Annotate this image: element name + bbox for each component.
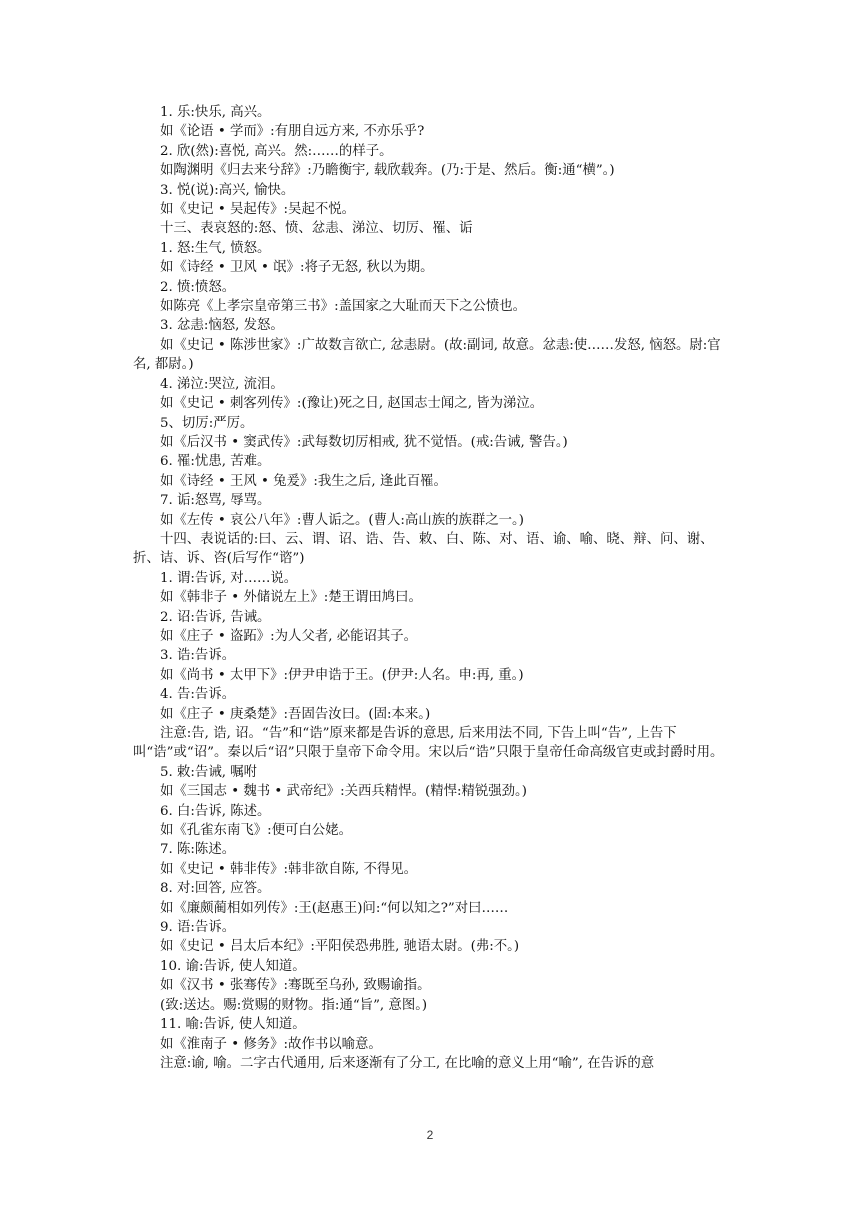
paragraph: 9. 语:告诉。 (160, 920, 236, 936)
paragraph: 1. 怒:生气, 愤怒。 (160, 240, 271, 256)
paragraph: 如陶渊明《归去来兮辞》:乃瞻衡宇, 载欣载奔。(乃:于是、然后。衡:通“横”。) (160, 163, 615, 179)
paragraph: 如《史记 • 吕太后本纪》:平阳侯恐弗胜, 驰语太尉。(弗:不。) (160, 939, 520, 955)
paragraph: 如《三国志 • 魏书 • 武帝纪》:关西兵精悍。(精悍:精锐强劲。) (160, 784, 527, 800)
paragraph: 3. 诰:告诉。 (160, 648, 236, 664)
paragraph: 注意:谕, 喻。二字古代通用, 后来逐渐有了分工, 在比喻的意义上用“喻”, 在告诉的意 (160, 1055, 655, 1071)
paragraph: 1. 谓:告诉, 对……说。 (160, 570, 298, 586)
paragraph: 如《史记 • 韩非传》:韩非欲自陈, 不得见。 (160, 861, 418, 877)
paragraph: 1. 乐:快乐, 高兴。 (160, 105, 271, 120)
paragraph: 十三、表哀怒的:怒、愤、忿恚、涕泣、切厉、罹、诟 (160, 221, 473, 237)
paragraph: 3. 悦(说):高兴, 愉快。 (160, 182, 295, 198)
paragraph: 8. 对:回答, 应答。 (160, 881, 271, 897)
paragraph: 10. 谕:告诉, 使人知道。 (160, 958, 306, 974)
page-number: 2 (426, 1128, 434, 1142)
paragraph: 4. 涕泣:哭泣, 流泪。 (160, 376, 284, 392)
paragraph: 4. 告:告诉。 (160, 687, 236, 703)
paragraph: 2. 诏:告诉, 告诫。 (160, 609, 271, 625)
paragraph: 7. 诟:怒骂, 辱骂。 (160, 493, 271, 509)
paragraph: 如《左传 • 哀公八年》:曹人诟之。(曹人:高山族的族群之一。) (160, 512, 524, 528)
paragraph: (致:送达。赐:赏赐的财物。指:通“旨”, 意图。) (160, 997, 428, 1013)
body-text (133, 103, 733, 1073)
paragraph: 如陈亮《上孝宗皇帝第三书》:盖国家之大耻而天下之公愤也。 (160, 299, 527, 315)
paragraph: 7. 陈:陈述。 (160, 842, 236, 858)
paragraph: 如《诗经 • 王风 • 兔爰》:我生之后, 逢此百罹。 (160, 473, 447, 489)
paragraph: 5. 敕:告诫, 嘱咐 (160, 764, 258, 780)
paragraph: 如《尚书 • 太甲下》:伊尹申诰于王。(伊尹:人名。申:再, 重。) (160, 667, 524, 683)
paragraph: 11. 喻:告诉, 使人知道。 (160, 1017, 306, 1033)
paragraph: 3. 忿恚:恼怒, 发怒。 (160, 318, 284, 334)
paragraph: 如《庄子 • 庚桑楚》:吾固告汝曰。(固:本来。) (160, 706, 431, 722)
paragraph: 如《诗经 • 卫风 • 氓》:将子无怒, 秋以为期。 (160, 260, 434, 276)
paragraph: 2. 欣(然):喜悦, 高兴。然:……的样子。 (160, 143, 393, 159)
paragraph: 十四、表说话的:曰、云、谓、诏、诰、告、敕、白、陈、对、语、谕、喻、晓、辩、问、谢、折、诘、诉、咨(后写作“谘”) (133, 531, 714, 567)
paragraph: 如《汉书 • 张骞传》:骞既至乌孙, 致赐谕指。 (160, 978, 431, 994)
paragraph: 如《史记 • 陈涉世家》:广故数言欲亡, 忿恚尉。(故:副词, 故意。忿恚:使……发怒, 恼怒。尉:官名, 都尉。) (133, 337, 721, 373)
paragraph: 如《廉颇蔺相如列传》:王(赵惠王)问:“何以知之?”对曰…… (160, 900, 509, 916)
paragraph: 如《史记 • 刺客列传》:(豫让)死之日, 赵国志士闻之, 皆为涕泣。 (160, 396, 544, 412)
paragraph: 6. 白:告诉, 陈述。 (160, 803, 271, 819)
paragraph: 如《后汉书 • 窦武传》:武每数切厉相戒, 犹不觉悟。(戒:告诫, 警告。) (160, 434, 568, 450)
paragraph: 注意:告, 诰, 诏。“告”和“诰”原来都是告诉的意思, 后来用法不同, 下告上叫“告”, 上告下叫“诰”或“诏”。秦以后“诏”只限于皇帝下命令用。宋以后“诰”只限于皇帝任命高级官吏或封爵时用。 (133, 726, 724, 761)
paragraph: 如《韩非子 • 外储说左上》:楚王谓田鸠曰。 (160, 590, 422, 606)
paragraph: 如《庄子 • 盗跖》:为人父者, 必能诏其子。 (160, 628, 418, 644)
paragraph: 如《孔雀东南飞》:便可白公姥。 (160, 823, 352, 839)
paragraph: 6. 罹:忧患, 苦难。 (160, 454, 271, 470)
paragraph: 如《论语 • 学而》:有朋自远方来, 不亦乐乎? (160, 124, 425, 140)
paragraph: 2. 愤:愤怒。 (160, 279, 236, 295)
paragraph: 如《史记 • 吴起传》:吴起不悦。 (160, 202, 355, 218)
paragraph: 如《淮南子 • 修务》:故作书以喻意。 (160, 1036, 382, 1052)
paragraph: 5、切厉:严厉。 (160, 415, 254, 431)
